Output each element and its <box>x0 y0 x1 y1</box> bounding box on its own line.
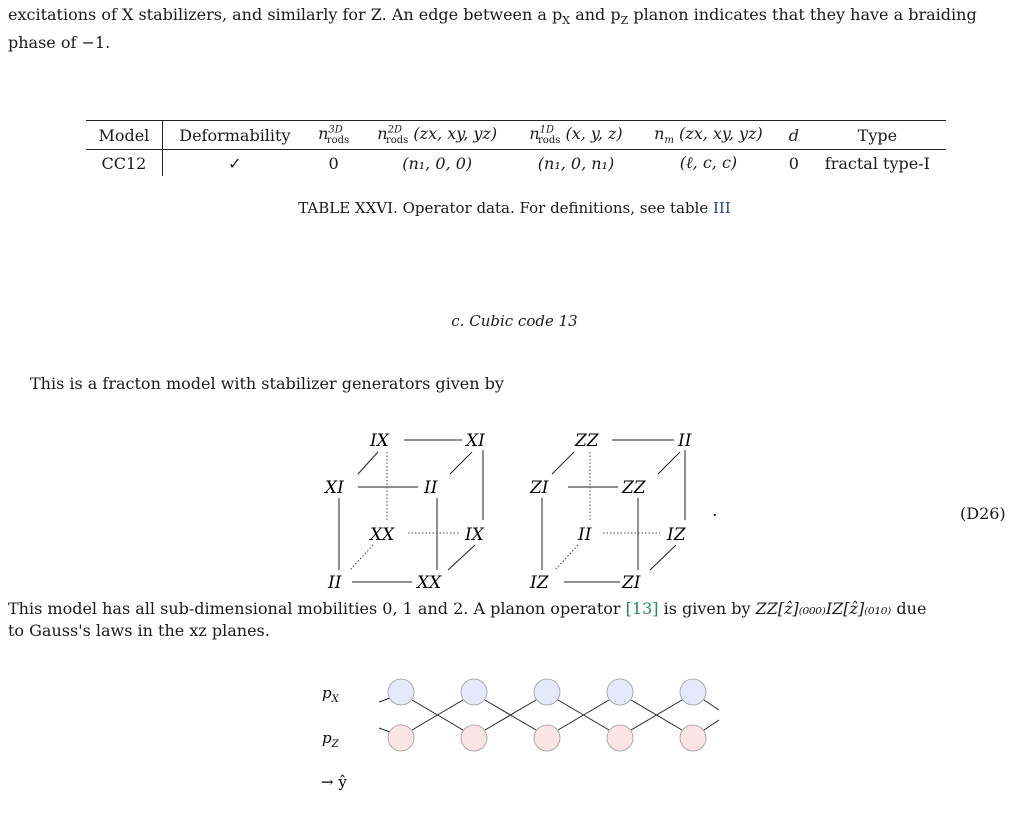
cube-left-edges <box>339 440 483 582</box>
planon-px-circle <box>461 679 487 705</box>
equation-period: . <box>712 501 718 521</box>
mobility-text-3: due <box>891 599 927 618</box>
cube-left-back-bottom-left: XX <box>370 525 395 545</box>
planon-pz-circle <box>461 725 487 751</box>
header-deformability: Deformability <box>162 121 307 150</box>
intro-line-1 <box>8 4 1020 32</box>
stabilizer-cubes-diagram <box>0 420 1029 593</box>
cube-right-back-bottom-left: II <box>578 525 592 545</box>
table-caption-text: TABLE XXVI. Operator data. For definitions, see table <box>298 199 713 217</box>
intro-line-1-mid: and p <box>570 5 621 24</box>
equation-number: (D26) <box>960 504 1006 523</box>
cube-left-front-top-right: II <box>424 478 438 498</box>
edge-lead-top <box>379 698 390 702</box>
table-header-row <box>86 121 946 150</box>
cube-right-front-top-left: ZI <box>530 478 549 498</box>
stabilizer-sentence: This is a fracton model with stabilizer generators given by <box>30 374 504 393</box>
operator-data-table <box>86 120 946 176</box>
label-px: $p_X$ <box>322 684 339 705</box>
header-d: d <box>779 121 809 150</box>
planon-px-circle <box>534 679 560 705</box>
planon-diagram <box>0 665 1029 815</box>
cell-nm: (ℓ, c, c) <box>679 153 738 173</box>
mobility-paragraph <box>8 598 1020 642</box>
intro-line-1-text: excitations of X stabilizers, and similarly for Z. An edge between a p <box>8 5 563 24</box>
cube-right-front-bottom-right: ZI <box>622 573 641 593</box>
planon-pz-circle <box>680 725 706 751</box>
planon-px-circle <box>388 679 414 705</box>
subsection-title: c. Cubic code 13 <box>451 312 578 330</box>
cell-n2d: (n₁, 0, 0) <box>402 153 473 173</box>
intro-sub-z: Z <box>620 14 629 28</box>
label-pz: $p_Z$ <box>322 729 339 750</box>
mobility-text-2: is given by <box>658 599 756 618</box>
edge-lead-bottom <box>379 728 390 732</box>
cell-type: fractal type-I <box>824 153 930 173</box>
cube-right-back-top-left: ZZ <box>575 431 599 451</box>
cube-left-hidden-edges <box>350 452 460 570</box>
planon-pz-circle <box>607 725 633 751</box>
table-row <box>86 150 946 177</box>
citation-link[interactable]: [13] <box>625 599 659 618</box>
cube-left-back-top-left: IX <box>370 431 389 451</box>
header-model: Model <box>86 121 162 150</box>
cube-left-back-top-right: XI <box>466 431 485 451</box>
planon-operator: ZZ[ẑ]₍₀₀₀₎IZ[ẑ]₍₀₁₀₎ <box>755 599 892 618</box>
arrow-y-label: → ŷ <box>321 773 347 791</box>
planon-pz-circle <box>388 725 414 751</box>
planon-pz-circle <box>534 725 560 751</box>
cell-n1d: (n₁, 0, n₁) <box>537 153 615 173</box>
header-nm: $n_m$ (zx, xy, yz) <box>638 121 779 150</box>
header-type: Type <box>809 121 946 150</box>
header-n1d: $n^{1D}_{rods}$ (x, y, z) <box>514 121 638 150</box>
cube-left-back-bottom-right: IX <box>465 525 484 545</box>
cube-left-front-bottom-left: II <box>328 573 342 593</box>
planon-px-circle <box>607 679 633 705</box>
intro-paragraph <box>8 4 1020 54</box>
planon-circles <box>388 679 706 751</box>
cube-left-front-bottom-right: XX <box>417 573 442 593</box>
cell-n3d: 0 <box>328 153 339 173</box>
intro-sub-x: X <box>562 14 571 28</box>
cube-right-back-top-right: II <box>678 431 692 451</box>
header-n2d: $n^{2D}_{rods}$ (zx, xy, yz) <box>360 121 514 150</box>
edge-trail-top <box>704 700 719 710</box>
mobility-line-1 <box>8 598 1020 620</box>
cell-deformability: ✓ <box>228 153 242 173</box>
cube-right-front-top-right: ZZ <box>622 478 646 498</box>
mobility-text-1: This model has all sub-dimensional mobilities 0, 1 and 2. A planon operator <box>8 599 626 618</box>
cube-left-front-top-left: XI <box>325 478 344 498</box>
cube-right-front-bottom-left: IZ <box>530 573 549 593</box>
intro-line-2: phase of −1. <box>8 33 111 53</box>
cell-model: CC12 <box>86 150 162 177</box>
planon-px-circle <box>680 679 706 705</box>
table-caption <box>0 199 1029 217</box>
intro-line-1-end: planon indicates that they have a braiding <box>628 5 977 24</box>
header-n3d: $n^{3D}_{rods}$ <box>307 121 360 150</box>
edge-trail-bottom <box>704 720 719 730</box>
cube-right-back-bottom-right: IZ <box>667 525 686 545</box>
cube-right-hidden-edges <box>555 452 660 570</box>
mobility-line-2: to Gauss's laws in the xz planes. <box>8 621 270 640</box>
cell-d: 0 <box>788 153 799 173</box>
table-caption-ref-link[interactable]: III <box>713 199 731 217</box>
